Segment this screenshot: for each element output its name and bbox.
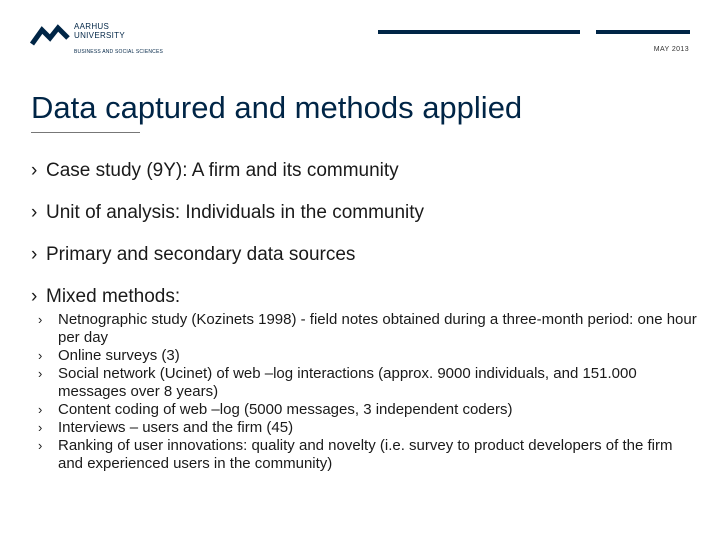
mixed-methods-list — [38, 311, 698, 473]
list-item: › Social network (Ucinet) of web –log interactions (approx. 9000 individuals, and 151.000 messages over 8 years) — [38, 365, 637, 400]
chevron-right-icon: › — [31, 244, 38, 265]
list-item: › Online surveys (3) — [38, 347, 180, 364]
list-item: › Content coding of web –log (5000 messages, 3 independent coders) — [38, 401, 513, 418]
chevron-right-icon: › — [38, 402, 43, 417]
slide-title: Data captured and methods applied — [31, 90, 523, 125]
bullet-data-sources: › Primary and secondary data sources — [31, 244, 356, 265]
university-logo — [30, 22, 180, 62]
header-bar-long — [378, 30, 580, 34]
chevron-right-icon: › — [38, 420, 43, 435]
title-underline — [31, 132, 140, 133]
logo-line2: UNIVERSITY — [74, 31, 126, 40]
bullet-mixed-methods: › Mixed methods: — [31, 286, 181, 307]
header-bar-short — [596, 30, 690, 34]
chevron-right-icon: › — [38, 312, 43, 327]
bullet-unit-of-analysis: › Unit of analysis: Individuals in the community — [31, 202, 425, 223]
logo-line1: AARHUS — [74, 22, 110, 31]
logo-faculty: BUSINESS AND SOCIAL SCIENCES — [74, 49, 164, 55]
chevron-right-icon: › — [31, 160, 38, 181]
chevron-right-icon: › — [38, 348, 43, 363]
chevron-right-icon: › — [38, 438, 43, 453]
list-item: › Netnographic study (Kozinets 1998) - field notes obtained during a three-month period: one hour per day — [38, 311, 697, 346]
chevron-right-icon: › — [31, 202, 38, 223]
chevron-right-icon: › — [38, 366, 43, 381]
chevron-right-icon: › — [31, 286, 38, 307]
bullet-case-study: › Case study (9Y): A firm and its community — [31, 160, 399, 181]
slide-date: MAY 2013 — [653, 46, 689, 53]
list-item: › Interviews – users and the firm (45) — [38, 419, 294, 436]
logo-wordmark — [74, 22, 125, 40]
aarhus-wave-icon — [30, 24, 70, 46]
list-item: › Ranking of user innovations: quality and novelty (i.e. survey to product developers of the firm and experienced users in the community) — [38, 437, 673, 472]
